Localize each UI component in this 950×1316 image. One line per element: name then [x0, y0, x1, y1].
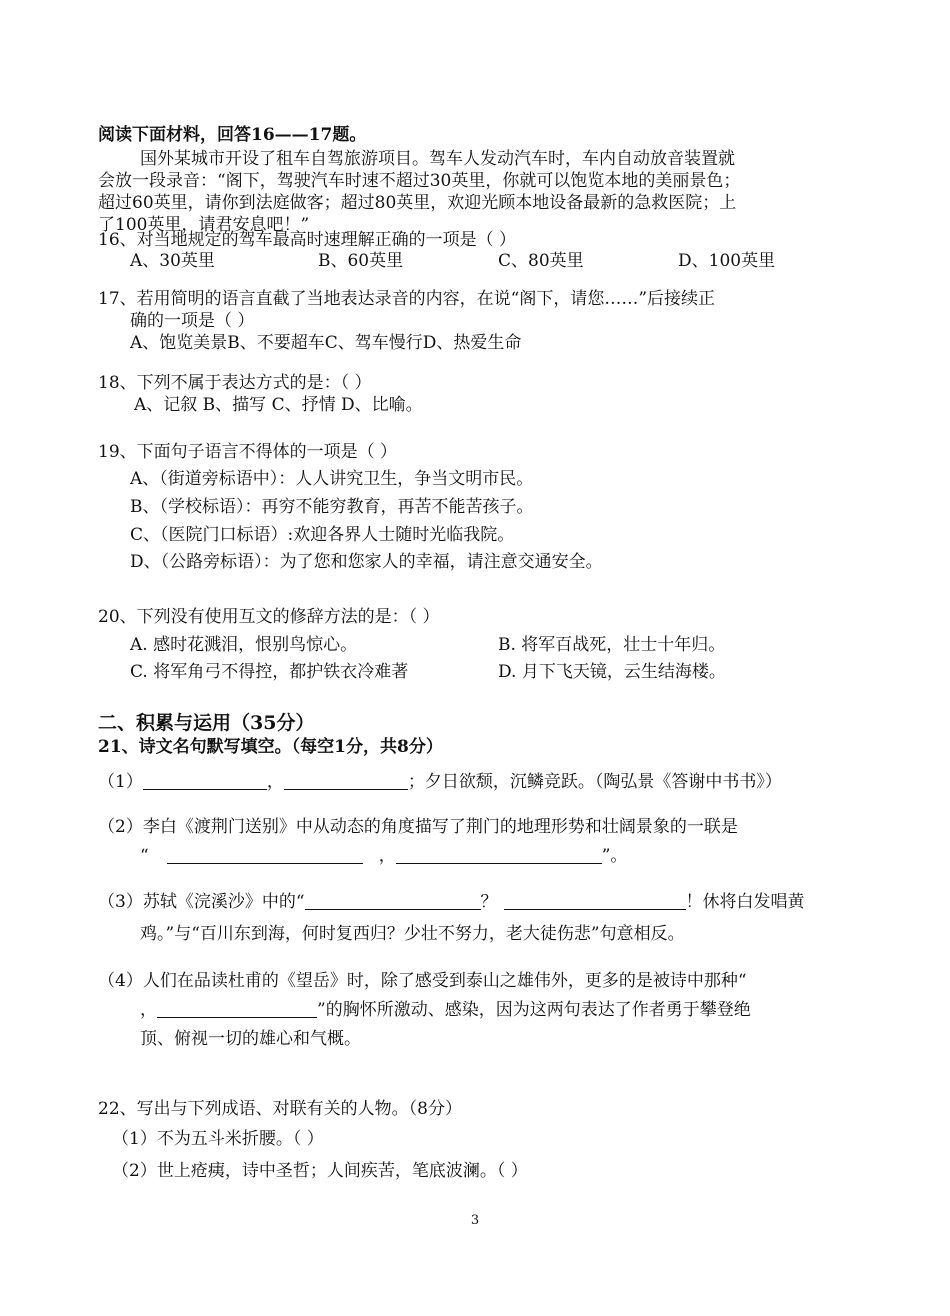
- q21-blank-6[interactable]: [504, 892, 686, 910]
- q22-item-1: （1）不为五斗米折腰。（ ）: [112, 1129, 324, 1149]
- q21-blank-7[interactable]: [157, 1000, 317, 1018]
- q21-item-2-line-2: [140, 846, 627, 867]
- q17-options: A、饱览美景B、不要超车C、驾车慢行D、热爱生命: [130, 333, 522, 353]
- q21-item-4-line-1: （4）人们在品读杜甫的《望岳》时，除了感受到泰山之雄伟外，更多的是被诗中那种“: [98, 971, 747, 991]
- q21-blank-2[interactable]: [284, 772, 408, 790]
- passage-line-2: 会放一段录音：“阁下，驾驶汽车时速不超过30英里，你就可以饱览本地的美丽景色；: [98, 171, 741, 191]
- q21-blank-3[interactable]: [167, 846, 363, 864]
- q21-blank-5[interactable]: [305, 892, 481, 910]
- q21-item-3-line-1: [98, 892, 805, 913]
- q20-stem: 20、下列没有使用互文的修辞方法的是：（ ）: [98, 607, 440, 627]
- q21-item-2-sep: ，: [378, 846, 396, 866]
- q16-option-a: A、30英里: [130, 251, 215, 271]
- q20-option-c: C. 将军角弓不得控，都护铁衣冷难著: [130, 662, 409, 682]
- q21-blank-4[interactable]: [396, 846, 602, 864]
- q20-option-d: D. 月下飞天镜，云生结海楼。: [498, 662, 726, 682]
- q19-option-b: B、（学校标语）：再穷不能穷教育，再苦不能苦孩子。: [130, 497, 534, 517]
- reading-heading: 阅读下面材料，回答16——17题。: [98, 125, 367, 145]
- q17-stem-line-1: 17、若用简明的语言直截了当地表达录音的内容，在说“阁下，请您……”后接续正: [98, 289, 716, 309]
- q21-stem: 21、诗文名句默写填空。（每空1分，共8分）: [98, 737, 443, 757]
- q21-item-1: [98, 772, 782, 793]
- q21-item-2-line-1: （2）李白《渡荆门送别》中从动态的角度描写了荆门的地理形势和壮阔景象的一联是: [98, 817, 738, 837]
- q21-item-4-rest: ”的胸怀所激动、感染，因为这两句表达了作者勇于攀登绝: [317, 1000, 751, 1020]
- q21-blank-1[interactable]: [143, 772, 267, 790]
- q19-option-d: D、（公路旁标语）：为了您和您家人的幸福，请注意交通安全。: [130, 552, 603, 572]
- q21-item-3-rest: ！休将白发唱黄: [685, 892, 805, 912]
- q16-option-d: D、100英里: [678, 251, 776, 271]
- q19-stem: 19、下面句子语言不得体的一项是（ ）: [98, 442, 398, 462]
- passage-line-4: 了100英里，请君安息吧！”: [98, 215, 310, 235]
- q21-item-4-line-3: 顶、俯视一切的雄心和气概。: [140, 1029, 361, 1049]
- q18-options: A、记叙 B、描写 C、抒情 D、比喻。: [134, 395, 423, 415]
- q22-item-2: （2）世上疮痍，诗中圣哲；人间疾苦，笔底波澜。（ ）: [112, 1161, 528, 1181]
- q21-item-3-line-2: 鸡。”与“百川东到海，何时复西归？少壮不努力，老大徒伤悲”句意相反。: [140, 924, 685, 944]
- q21-item-2-close: ”。: [601, 846, 628, 866]
- q20-option-a: A. 感时花溅泪，恨别鸟惊心。: [130, 635, 358, 655]
- section-2-title: 二、积累与运用（35分）: [98, 712, 315, 734]
- q20-option-b: B. 将军百战死，壮士十年归。: [498, 635, 726, 655]
- q22-stem: 22、写出与下列成语、对联有关的人物。（8分）: [98, 1099, 462, 1119]
- q21-item-1-prefix: （1）: [98, 772, 143, 792]
- q21-item-1-rest: ；夕日欲颓，沉鳞竞跃。（陶弘景《答谢中书书》）: [407, 772, 782, 792]
- q19-option-a: A、（街道旁标语中）：人人讲究卫生，争当文明市民。: [130, 469, 534, 489]
- q21-item-2-open: “: [140, 846, 149, 866]
- passage-line-1: 国外某城市开设了租车自驾旅游项目。驾车人发动汽车时，车内自动放音装置就: [140, 149, 735, 169]
- q21-item-3-prefix: （3）苏轼《浣溪沙》中的“: [98, 892, 305, 912]
- q21-item-4-line-2: [140, 1000, 751, 1021]
- q21-item-4-open: ，: [140, 1000, 157, 1020]
- q19-option-c: C、（医院门口标语）:欢迎各界人士随时光临我院。: [130, 525, 515, 545]
- q21-item-3-sep: ？: [480, 892, 498, 912]
- q16-option-c: C、80英里: [498, 251, 584, 271]
- page-number: 3: [470, 1213, 480, 1228]
- q18-stem: 18、下列不属于表达方式的是：（ ）: [98, 373, 372, 393]
- q16-stem: 16、对当地规定的驾车最高时速理解正确的一项是（ ）: [98, 230, 517, 250]
- passage-line-3: 超过60英里，请你到法庭做客；超过80英里，欢迎光顾本地设备最新的急救医院；上: [98, 193, 737, 213]
- q21-item-1-sep: ，: [266, 772, 284, 792]
- q16-option-b: B、60英里: [318, 251, 404, 271]
- q17-stem-line-2: 确的一项是（ ）: [130, 311, 255, 331]
